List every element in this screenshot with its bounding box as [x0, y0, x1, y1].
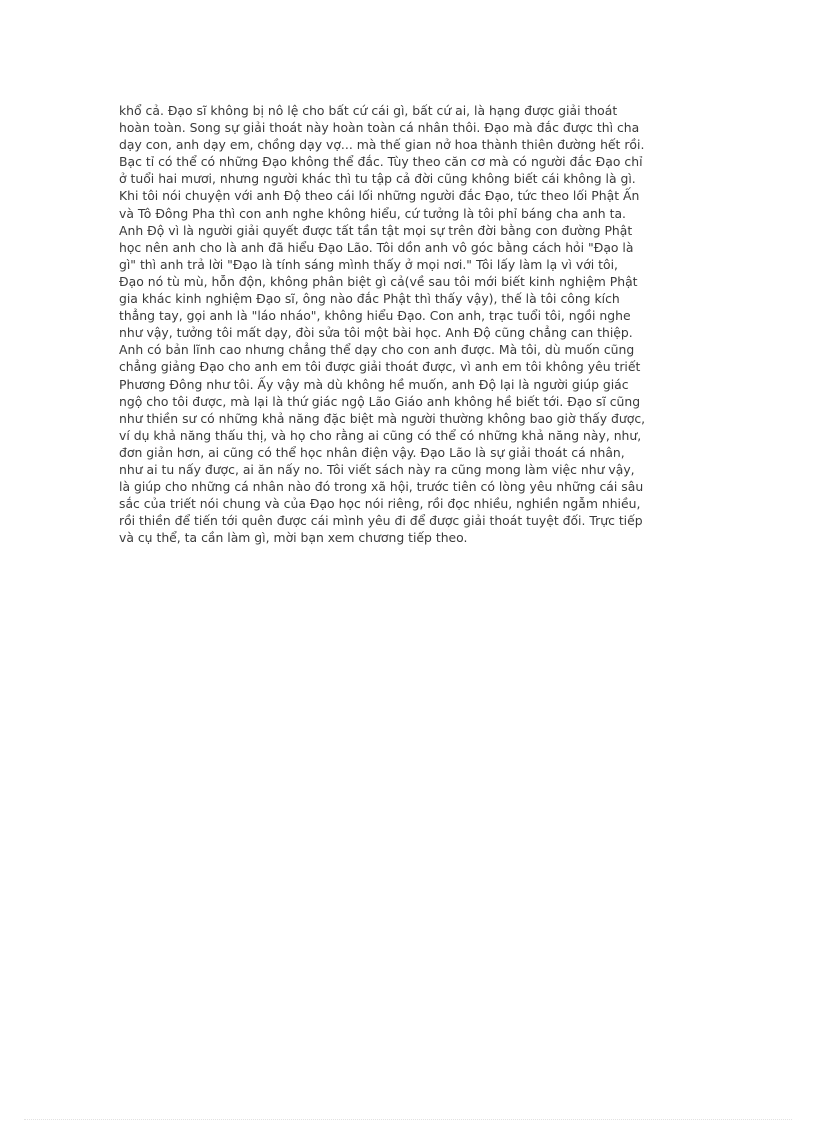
text-line: hoàn toàn. Song sự giải thoát này hoàn toàn cá nhân thôi. Đạo mà đắc được thì cha	[119, 120, 640, 136]
text-line: là giúp cho những cá nhân nào đó trong xã hội, trước tiên có lòng yêu những cái sâu	[119, 479, 644, 495]
text-line: Đạo nó tù mù, hỗn độn, không phân biệt gì cả(về sau tôi mới biết kinh nghiệm Phật	[119, 273, 638, 289]
text-line: gì" thì anh trả lời "Đạo là tính sáng mình thấy ở mọi nơi." Tôi lấy làm lạ vì với tôi,	[119, 256, 619, 272]
text-line: ví dụ khả năng thấu thị, và họ cho rằng ai cũng có thể có những khả năng này, như,	[119, 427, 642, 443]
page-bottom-divider	[24, 1119, 792, 1120]
text-line: dạy con, anh dạy em, chồng dạy vợ... mà thế gian nở hoa thành thiên đường hết rồi.	[119, 137, 645, 153]
text-line: Khi tôi nói chuyện với anh Độ theo cái lối những người đắc Đạo, tức theo lối Phật Ấn	[119, 188, 640, 204]
text-line: ngộ cho tôi được, mà lại là thứ giác ngộ Lão Giáo anh không hề biết tới. Đạo sĩ cũng	[119, 393, 641, 409]
text-line: gia khác kinh nghiệm Đạo sĩ, ông nào đắc Phật thì thấy vậy), thế là tôi công kích	[119, 291, 620, 307]
text-line: thẳng tay, gọi anh là "láo nháo", không hiểu Đạo. Con anh, trạc tuổi tôi, ngồi nghe	[119, 308, 631, 324]
text-line: chẳng giảng Đạo cho anh em tôi được giải thoát được, vì anh em tôi không yêu triết	[119, 359, 641, 375]
text-line: như thiền sư có những khả năng đặc biệt mà người thường không bao giờ thấy được,	[119, 410, 646, 426]
text-line: học nên anh cho là anh đã hiểu Đạo Lão. Tôi dồn anh vô góc bằng cách hỏi "Đạo là	[119, 239, 634, 255]
body-paragraph	[119, 102, 701, 546]
text-line: Phương Đông như tôi. Ấy vậy mà dù không hề muốn, anh Độ lại là người giúp giác	[119, 376, 629, 392]
text-line: Bạc tỉ có thể có những Đạo không thể đắc. Tùy theo căn cơ mà có người đắc Đạo chỉ	[119, 154, 643, 170]
text-line: rồi thiền để tiến tới quên được cái mình yêu đi để được giải thoát tuyệt đối. Trực tiếp	[119, 513, 643, 529]
text-line: như vậy, tưởng tôi mất dạy, đòi sửa tôi một bài học. Anh Độ cũng chẳng can thiệp.	[119, 325, 633, 341]
text-line: sắc của triết nói chung và của Đạo học nói riêng, rồi đọc nhiều, nghiền ngẫm nhiều,	[119, 496, 641, 512]
text-line: như ai tu nấy được, ai ăn nấy no. Tôi viết sách này ra cũng mong làm việc như vậy,	[119, 461, 635, 477]
text-line: ở tuổi hai mươi, nhưng người khác thì tu tập cả đời cũng không biết cái không là gì.	[119, 171, 636, 187]
text-line: Anh Độ vì là người giải quyết được tất tần tật mọi sự trên đời bằng con đường Phật	[119, 222, 633, 238]
text-line: Anh có bản lĩnh cao nhưng chẳng thể dạy cho con anh được. Mà tôi, dù muốn cũng	[119, 342, 635, 358]
text-line: và cụ thể, ta cần làm gì, mời bạn xem chương tiếp theo.	[119, 530, 468, 546]
text-line: đơn giản hơn, ai cũng có thể học nhân điện vậy. Đạo Lão là sự giải thoát cá nhân,	[119, 444, 625, 460]
text-line: và Tô Đông Pha thì con anh nghe không hiểu, cứ tưởng là tôi phỉ báng cha anh ta.	[119, 205, 626, 221]
text-line: khổ cả. Đạo sĩ không bị nô lệ cho bất cứ cái gì, bất cứ ai, là hạng được giải thoát	[119, 103, 618, 118]
